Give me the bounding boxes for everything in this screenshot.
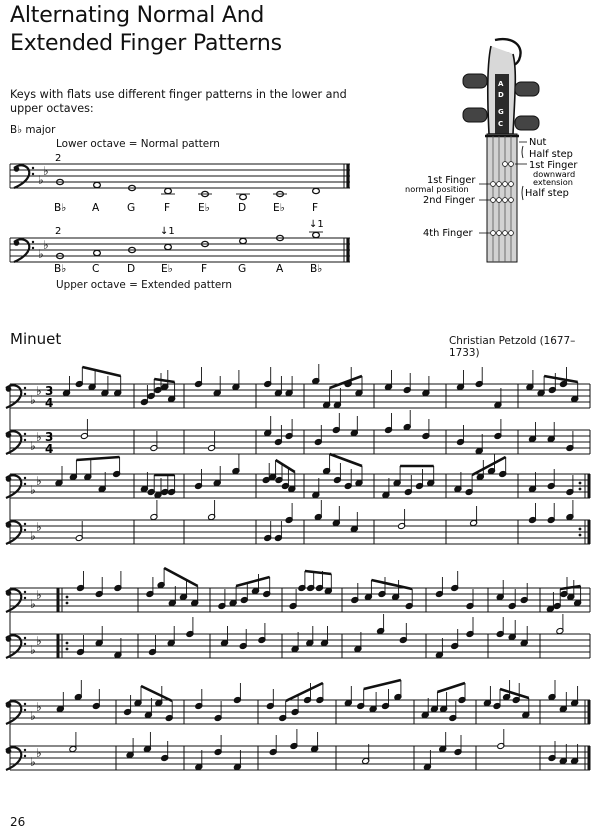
- lower-octave-label: Lower octave = Normal pattern: [56, 138, 220, 150]
- label-extension: extension: [533, 177, 573, 187]
- bass-clef-icon: [6, 589, 27, 612]
- braces: [522, 146, 523, 200]
- note-name: A: [92, 202, 100, 214]
- label-first-finger-2: 1st Finger: [427, 175, 476, 186]
- repeat-dot: [66, 602, 69, 605]
- flat-icon: ♭: [36, 520, 42, 534]
- beam: [560, 586, 580, 589]
- lower-staff: [10, 430, 590, 454]
- flat-icon: ♭: [30, 529, 36, 543]
- flat-icon: ♭: [30, 643, 36, 657]
- fingerboard: [485, 134, 519, 262]
- bass-clef-icon: [6, 701, 27, 724]
- upper-finger-mark-bb: ↓1: [309, 219, 324, 230]
- bass-clef-icon: [6, 747, 27, 770]
- time-signature-top: 3: [45, 384, 54, 398]
- score-system: [6, 680, 590, 770]
- lower-finger-mark: 2: [55, 153, 62, 164]
- label-normal-position: normal position: [405, 184, 469, 194]
- upper-staff: [10, 384, 590, 408]
- beam: [154, 379, 174, 382]
- bass-clef-icon: [6, 431, 27, 454]
- bass-clef-icon: [6, 521, 27, 544]
- flat-icon: ♭: [30, 755, 36, 769]
- beam: [236, 577, 270, 586]
- beam: [437, 683, 465, 692]
- intro-text: [10, 88, 350, 116]
- note-name: B♭: [54, 202, 67, 214]
- repeat-dot: [579, 488, 582, 491]
- title-line-1: Alternating Normal And: [10, 3, 265, 28]
- svg-text:♭: ♭: [38, 247, 44, 261]
- piece-title: Minuet: [10, 330, 62, 348]
- scale-staves: [0, 148, 360, 280]
- label-fourth-finger: 4th Finger: [423, 228, 473, 239]
- label-half-step-2: Half step: [525, 188, 569, 199]
- lower-note-names: [54, 202, 318, 214]
- flat-icon: ♭: [30, 483, 36, 497]
- flat-icon: ♭: [30, 709, 36, 723]
- upper-key-signature: [38, 238, 49, 261]
- peg-letter: G: [498, 108, 504, 116]
- beam: [305, 571, 331, 574]
- beam: [364, 680, 401, 689]
- peg-letter: C: [498, 120, 504, 128]
- score-system: [6, 364, 590, 456]
- repeat-dot: [66, 648, 69, 651]
- repeat-dot: [579, 528, 582, 531]
- repeat-dot: [66, 596, 69, 599]
- key-label: B♭ major: [10, 124, 56, 136]
- lower-bass-clef: [14, 165, 35, 188]
- time-signature-top: 3: [45, 430, 54, 444]
- upper-scale-notes: [57, 232, 320, 258]
- note-name: D: [238, 202, 247, 214]
- note-name: E♭: [273, 202, 285, 214]
- minuet-score: [0, 352, 600, 812]
- note-name: G: [238, 263, 247, 275]
- flat-icon: ♭: [36, 384, 42, 398]
- score-system: [6, 568, 590, 658]
- beam: [82, 367, 120, 376]
- bass-clef-icon: [6, 475, 27, 498]
- bass-clef-icon: [6, 385, 27, 408]
- flat-icon: ♭: [36, 588, 42, 602]
- peg-letter: D: [498, 91, 504, 99]
- label-nut: Nut: [529, 137, 547, 148]
- label-second-finger: 2nd Finger: [423, 195, 475, 206]
- time-signature-bottom: 4: [45, 442, 54, 456]
- page-title: [10, 2, 282, 58]
- beam: [330, 454, 362, 466]
- flat-icon: ♭: [36, 746, 42, 760]
- beam: [141, 686, 172, 701]
- upper-finger-mark-2: 2: [55, 226, 62, 237]
- note-name: F: [201, 263, 208, 275]
- flat-icon: ♭: [36, 700, 42, 714]
- upper-finger-mark-e: ↓1: [160, 226, 175, 237]
- note-name: C: [92, 263, 100, 275]
- upper-staff: [10, 474, 590, 498]
- fingerboard-diagram: [395, 34, 600, 264]
- beam: [76, 457, 119, 460]
- lower-key-signature: [38, 164, 49, 187]
- flat-icon: ♭: [36, 474, 42, 488]
- flat-icon: ♭: [30, 393, 36, 407]
- flat-icon: ♭: [30, 597, 36, 611]
- note-name: F: [312, 202, 319, 214]
- label-half-step-1: Half step: [529, 149, 573, 160]
- repeat-dot: [579, 482, 582, 485]
- flat-icon: ♭: [30, 439, 36, 453]
- title-line-2: Extended Finger Patterns: [10, 31, 282, 56]
- label-first-finger-1: 1st Finger: [529, 160, 578, 171]
- score-system: [6, 454, 590, 544]
- page-number: 26: [10, 815, 26, 829]
- beam: [164, 568, 198, 586]
- flat-icon: ♭: [36, 430, 42, 444]
- svg-text:♭: ♭: [43, 238, 49, 252]
- score-systems: [6, 364, 590, 770]
- note-name: E♭: [161, 263, 173, 275]
- repeat-dot: [66, 642, 69, 645]
- intro-line-2: upper octaves:: [10, 102, 94, 115]
- label-downward: downward: [533, 169, 576, 179]
- svg-text:♭: ♭: [38, 173, 44, 187]
- upper-octave-label: Upper octave = Extended pattern: [56, 279, 232, 291]
- repeat-dot: [579, 534, 582, 537]
- svg-text:♭: ♭: [43, 164, 49, 178]
- composer-credit: Christian Petzold (1677–1733): [449, 335, 576, 359]
- beam: [544, 376, 578, 382]
- lower-staff: [10, 746, 590, 770]
- note-name: B♭: [310, 263, 323, 275]
- lower-staff: [10, 520, 590, 544]
- note-name: G: [127, 202, 136, 214]
- bass-clef-icon: [6, 635, 27, 658]
- upper-note-names: [54, 263, 322, 275]
- note-name: F: [164, 202, 171, 214]
- flat-icon: ♭: [36, 634, 42, 648]
- note-name: B♭: [54, 263, 67, 275]
- intro-line-1: Keys with flats use different finger patterns in the lower and: [10, 88, 347, 101]
- time-signature-bottom: 4: [45, 396, 54, 410]
- beam: [276, 460, 295, 472]
- peg-letter: A: [498, 80, 504, 88]
- upper-bass-clef: [14, 239, 35, 262]
- note-name: D: [127, 263, 136, 275]
- note-name: E♭: [198, 202, 210, 214]
- note-name: A: [276, 263, 284, 275]
